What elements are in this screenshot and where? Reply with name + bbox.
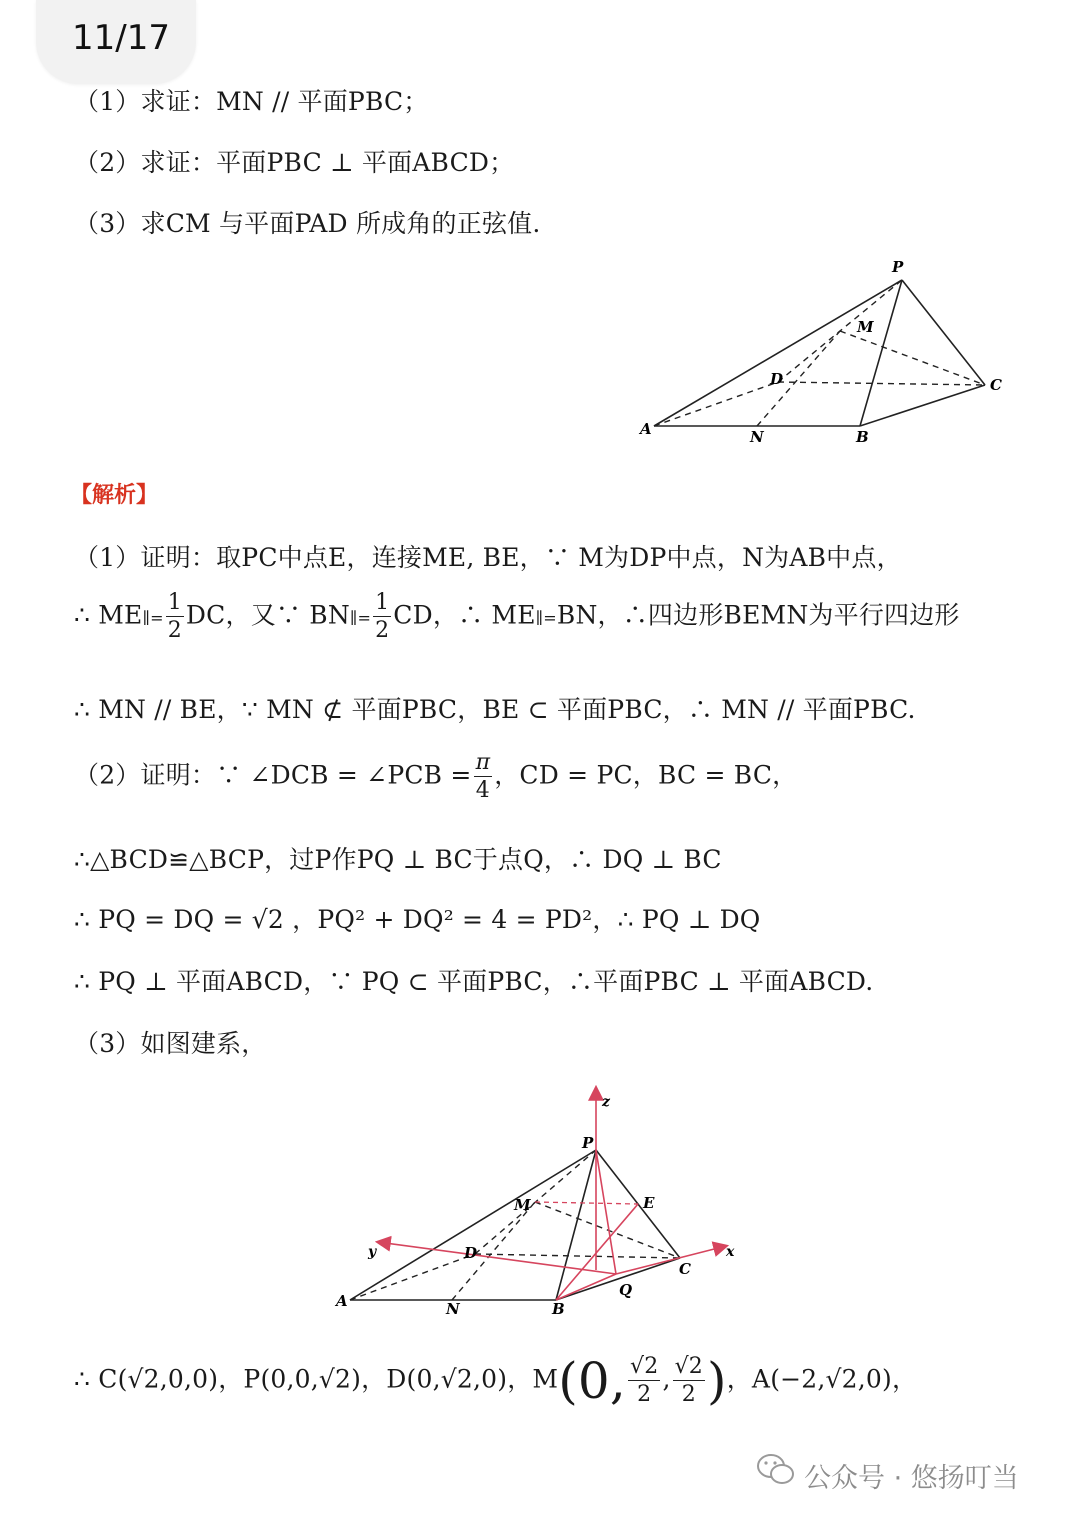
label-P2: P xyxy=(582,1134,594,1152)
fraction-pi-over-4: $\frac{\pi}{4}$ xyxy=(475,750,491,803)
label-D: D xyxy=(770,370,784,388)
solution-2-line-2: ∴△BCD≌△BCP，过P作PQ ⊥ BC于点Q，∴ DQ ⊥ BC xyxy=(74,845,722,874)
label-B: B xyxy=(856,428,869,446)
solution-1-line-2: ∴ ME∥= $\frac{1}{2}$ DC，又∵ BN∥= $\frac{1}{2}$ CD，∴ ME∥=BN，∴四边形BEMN为平行四边形 xyxy=(74,590,960,643)
solution-2-line-4: ∴ PQ ⊥ 平面ABCD，∵ PQ ⊂ 平面PBC，∴平面PBC ⊥ 平面ABCD. xyxy=(74,967,874,996)
label-M2: M xyxy=(514,1196,531,1214)
solution-2-line-1: （2）证明：∵ ∠DCB = ∠PCB = $\frac{\pi}{4}$ ，CD = PC，BC = BC， xyxy=(74,750,798,803)
question-2: （2）求证：平面PBC ⊥ 平面ABCD； xyxy=(74,148,515,177)
label-C: C xyxy=(990,376,1002,394)
page-counter: 11/17 xyxy=(72,18,170,58)
coordinate-figure xyxy=(330,1080,750,1320)
label-Q2: Q xyxy=(619,1281,633,1299)
label-D2: D xyxy=(464,1244,478,1262)
fraction-sqrt2-over-2: $\frac{√2}{2}$ xyxy=(630,1354,659,1407)
fraction-sqrt2-over-2-b: $\frac{√2}{2}$ xyxy=(674,1354,704,1407)
label-N2: N xyxy=(446,1300,460,1318)
question-3: （3）求CM 与平面PAD 所成角的正弦值. xyxy=(74,209,541,238)
label-A2: A xyxy=(336,1292,348,1310)
axis-z-label: z xyxy=(602,1094,610,1110)
solution-1-line-3: ∴ MN // BE，∵ MN ⊄ 平面PBC，BE ⊂ 平面PBC，∴ MN // 平面PBC. xyxy=(74,695,916,724)
axis-x-label: x xyxy=(726,1244,735,1260)
label-B2: B xyxy=(552,1300,565,1318)
wechat-icon xyxy=(756,1452,796,1488)
watermark-text: 公众号 · 悠扬叮当 xyxy=(804,1463,1019,1494)
question-1: （1）求证：MN // 平面PBC； xyxy=(74,87,429,116)
solution-2-line-3: ∴ PQ = DQ = √2 ，PQ² + DQ² = 4 = PD²，∴ PQ ⊥ DQ xyxy=(74,905,761,934)
axis-y-label: y xyxy=(368,1244,377,1260)
label-N: N xyxy=(750,428,764,446)
label-M: M xyxy=(857,318,874,336)
pyramid-figure xyxy=(630,250,1020,450)
label-P: P xyxy=(892,258,904,276)
solution-1-line-1: （1）证明：取PC中点E，连接ME, BE，∵ M为DP中点，N为AB中点， xyxy=(74,543,902,572)
analysis-heading: 【解析】 xyxy=(70,483,159,508)
page-counter-pill xyxy=(36,0,196,84)
fraction-one-half-2: $\frac{1}{2}$ xyxy=(375,590,390,643)
solution-3-line-1: （3）如图建系， xyxy=(74,1029,267,1058)
label-A: A xyxy=(640,420,652,438)
solution-3-line-2: ∴ C(√2,0,0)，P(0,0,√2)，D(0,√2,0)，M(0, $\frac{√2}{2}$ , $\frac{√2}{2}$ )，A(−2,√2,0)， xyxy=(74,1352,918,1410)
label-C2: C xyxy=(679,1260,691,1278)
fraction-one-half: $\frac{1}{2}$ xyxy=(167,590,182,643)
label-E2: E xyxy=(643,1194,655,1212)
